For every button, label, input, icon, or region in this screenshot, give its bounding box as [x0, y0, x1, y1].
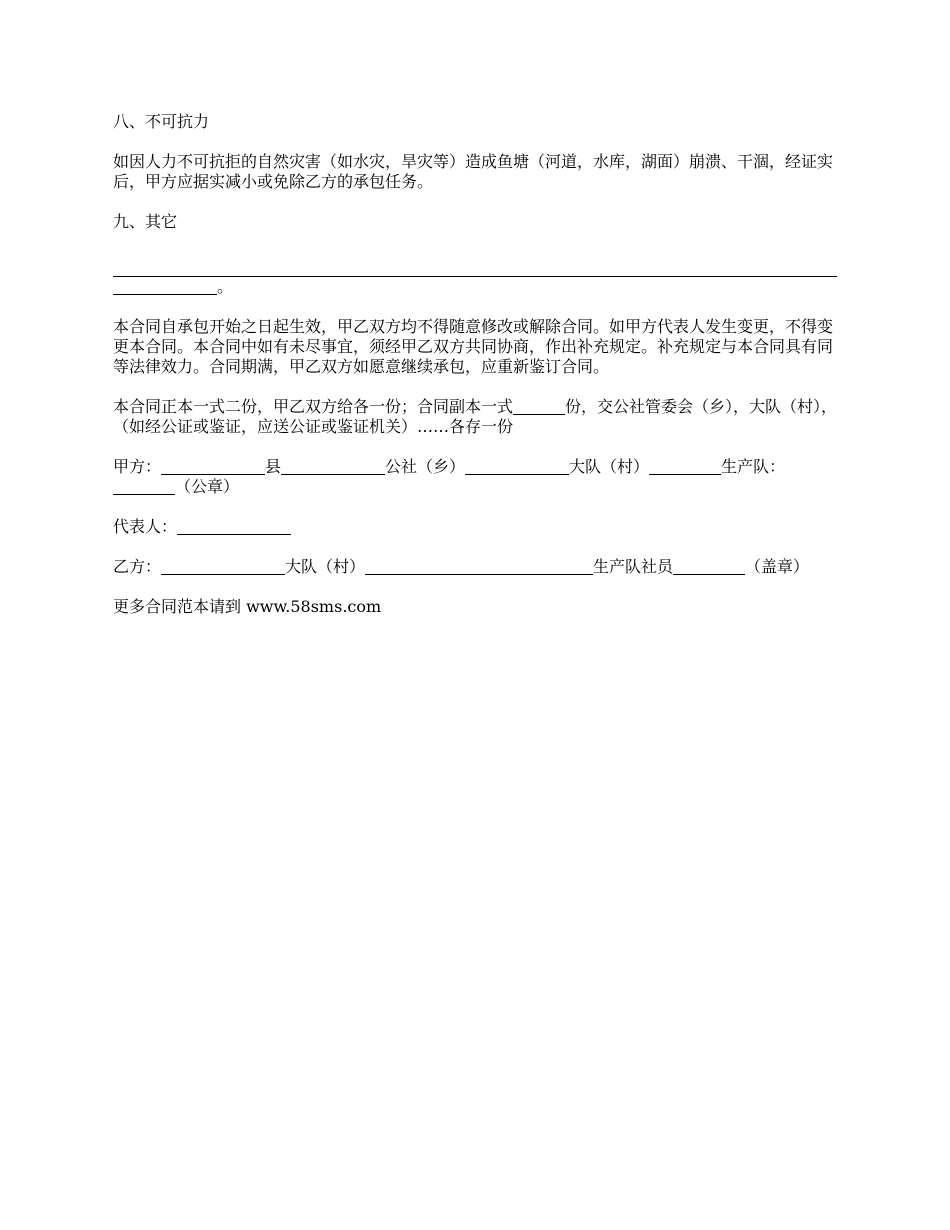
footer-link-text: 更多合同范本请到 www.58sms.com [113, 597, 382, 616]
party-a-label: 甲方： [113, 457, 162, 476]
party-a-line [113, 457, 843, 497]
party-b-seal-label: （盖章） [745, 557, 810, 576]
other-terms-end-mark: 。 [217, 277, 234, 296]
other-terms-blank [113, 258, 843, 297]
section-heading-other: 九、其它 [113, 212, 178, 231]
party-b-label: 乙方： [113, 557, 162, 576]
party-b-team-member-label: 生产队社员 [593, 557, 674, 576]
representative-label: 代表人： [113, 517, 178, 536]
representative-blank [177, 518, 291, 535]
party-b-member-blank [673, 558, 745, 575]
copies-clause-part1: 本合同正本一式二份，甲乙双方给各一份；合同副本一式 [113, 397, 514, 416]
party-b-line [113, 557, 843, 577]
copies-count-blank [513, 398, 565, 415]
fill-in-line-full [113, 258, 837, 277]
party-a-county-blank [161, 458, 265, 475]
party-a-team-label: 生产队： [721, 457, 786, 476]
party-a-county-label: 县 [265, 457, 282, 476]
party-a-commune-blank [281, 458, 385, 475]
party-a-brigade-blank [465, 458, 569, 475]
party-b-brigade-blank [365, 558, 593, 575]
party-a-team-blank [649, 458, 721, 475]
effect-clause-text: 本合同自承包开始之日起生效，甲乙双方均不得随意修改或解除合同。如甲方代表人发生变更，不得变更本合同。本合同中如有未尽事宜，须经甲乙双方共同协商，作出补充规定。补充规定与本合同具有同等法律效力。合同期满，甲乙双方如愿意继续承包，应重新鉴订合同。 [113, 317, 834, 376]
copies-clause-part2: 份，交公社管委会（乡），大队（村），（如经公证或鉴证，应送公证或鉴证机关）……各存一份 [113, 397, 838, 436]
fill-in-line-short [113, 278, 217, 295]
party-a-seal-blank [113, 478, 175, 495]
force-majeure-text: 如因人力不可抗拒的自然灾害（如水灾，旱灾等）造成鱼塘（河道，水库，湖面）崩溃、干涸，经证实后，甲方应据实减小或免除乙方的承包任务。 [113, 152, 834, 191]
party-a-brigade-label: 大队（村） [569, 457, 650, 476]
party-a-seal-label: （公章） [175, 477, 240, 496]
party-b-name-blank [161, 558, 285, 575]
party-b-brigade-label: 大队（村） [285, 557, 366, 576]
representative-line [113, 517, 843, 537]
contract-page [113, 112, 843, 637]
party-a-commune-label: 公社（乡） [385, 457, 466, 476]
section-heading-force-majeure: 八、不可抗力 [113, 112, 210, 131]
copies-clause [113, 397, 843, 437]
